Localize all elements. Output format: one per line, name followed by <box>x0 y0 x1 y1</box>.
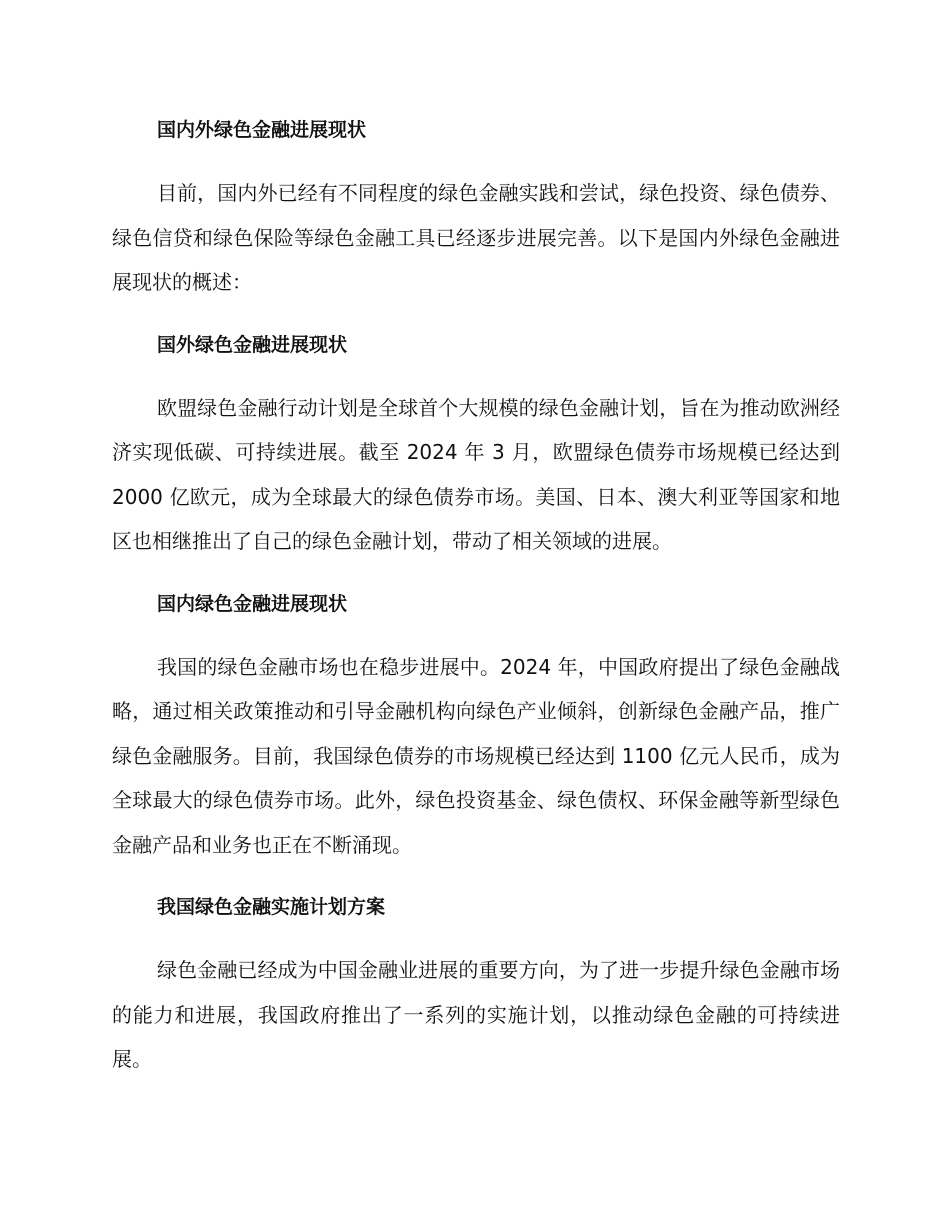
section-heading-domestic-foreign-status: 国内外绿色金融进展现状 <box>157 119 367 141</box>
section-paragraph-implementation-plan: 绿色金融已经成为中国金融业进展的重要方向，为了进一步提升绿色金融市场的能力和进展，我国政府推出了一系列的实施计划，以推动绿色金融的可持续进展。 <box>112 958 840 1071</box>
section-paragraph-foreign-status: 欧盟绿色金融行动计划是全球首个大规模的绿色金融计划，旨在为推动欧洲经济实现低碳、可持续进展。截至 2024 年 3 月，欧盟绿色债券市场规模已经达到 2000 亿欧元，成为全球最大的绿色债券市场。美国、日本、澳大利亚等国家和地区也相继推出了自己的绿色金融计划，带动了相关领域的进展。 <box>112 395 840 553</box>
section-paragraph-domestic-foreign-status: 目前，国内外已经有不同程度的绿色金融实践和尝试，绿色投资、绿色债券、绿色信贷和绿色保险等绿色金融工具已经逐步进展完善。以下是国内外绿色金融进展现状的概述： <box>112 181 840 294</box>
section-heading-implementation-plan: 我国绿色金融实施计划方案 <box>157 896 386 918</box>
section-heading-foreign-status: 国外绿色金融进展现状 <box>157 333 348 356</box>
section-paragraph-domestic-status: 我国的绿色金融市场也在稳步进展中。2024 年，中国政府提出了绿色金融战略，通过相关政策推动和引导金融机构向绿色产业倾斜，创新绿色金融产品，推广绿色金融服务。目前，我国绿色债券的市场规模已经达到 1100 亿元人民币，成为全球最大的绿色债券市场。此外，绿色投资基金、绿色债权、环保金融等新型绿色金融产品和业务也正在不断涌现。 <box>112 654 840 857</box>
section-heading-domestic-status: 国内绿色金融进展现状 <box>157 592 348 615</box>
document-body <box>112 112 840 1082</box>
